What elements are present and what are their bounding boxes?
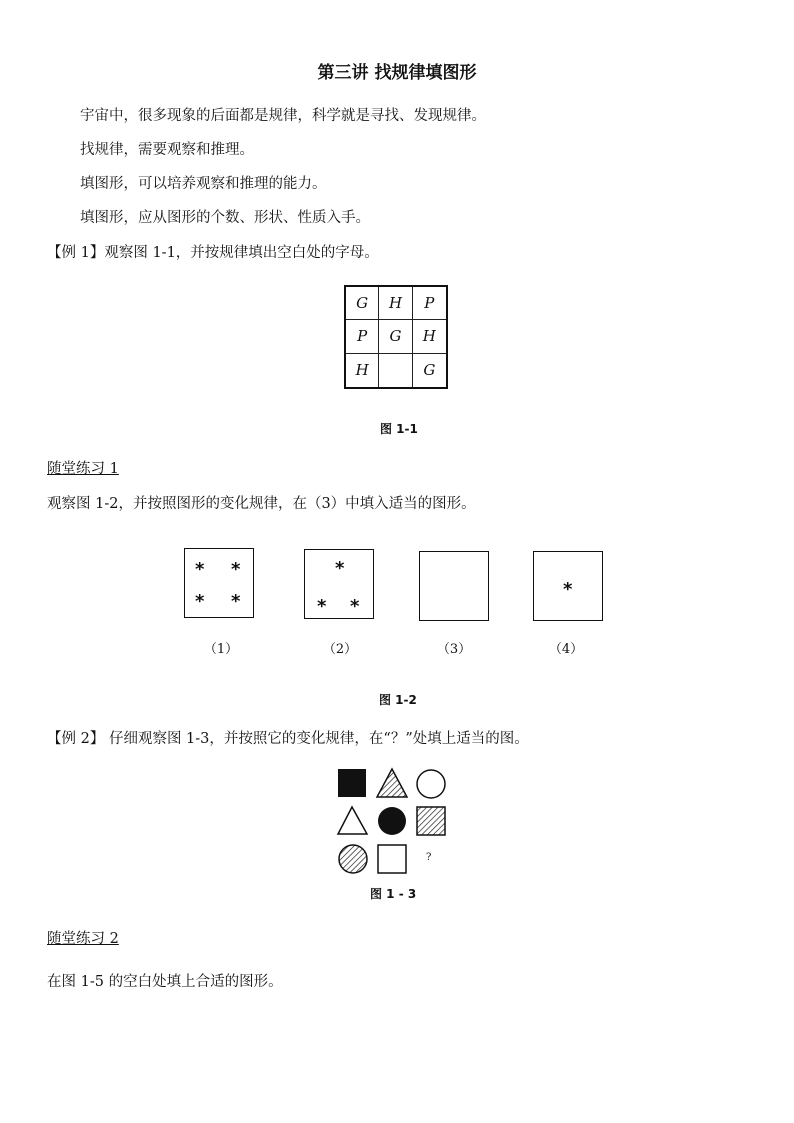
box-label-4: （4）	[548, 642, 584, 657]
box-label-3: （3）	[436, 642, 472, 657]
grid-cell-blank	[379, 354, 412, 387]
star-icon: *	[195, 591, 205, 612]
box-label-1: （1）	[203, 642, 239, 657]
hatched-circle	[339, 845, 367, 873]
grid-cell: G	[423, 361, 436, 380]
star-icon: *	[563, 579, 573, 600]
shape-grid	[330, 762, 460, 882]
example2-text: 【例 2】 仔细观察图 1-3，并按照它的变化规律，在“？”处填上适当的图。	[47, 731, 529, 747]
figure-1-1-caption: 图 1-1	[380, 422, 418, 436]
grid-cell: H	[379, 287, 412, 320]
intro-line-1: 宇宙中，很多现象的后面都是规律，科学就是寻找、发现规律。	[80, 108, 486, 124]
practice2-heading: 随堂练习 2	[47, 931, 119, 947]
box-1	[184, 548, 254, 618]
star-icon: *	[231, 591, 241, 612]
white-triangle	[338, 807, 367, 834]
intro-line-2: 找规律，需要观察和推理。	[80, 142, 254, 158]
black-circle	[378, 807, 406, 835]
white-square	[378, 845, 406, 873]
box-2	[304, 549, 374, 619]
practice1-text: 观察图 1-2，并按照图形的变化规律，在（3）中填入适当的图形。	[47, 496, 476, 512]
grid-cell: G	[346, 287, 379, 320]
figure-1-3-caption: 图 1 - 3	[370, 887, 417, 901]
star-icon: *	[335, 558, 345, 579]
star-icon: *	[231, 559, 241, 580]
hatched-square	[417, 807, 445, 835]
box-label-2: （2）	[322, 642, 358, 657]
intro-line-3: 填图形，可以培养观察和推理的能力。	[80, 176, 327, 192]
grid-cell: G	[379, 320, 412, 353]
black-square	[338, 769, 366, 797]
hatched-triangle	[377, 769, 407, 797]
star-icon: *	[350, 596, 360, 617]
practice1-heading: 随堂练习 1	[47, 461, 119, 477]
practice2-text: 在图 1-5 的空白处填上合适的图形。	[47, 974, 283, 990]
white-circle	[417, 770, 445, 798]
question-mark: ?	[426, 852, 432, 863]
grid-cell: H	[346, 354, 379, 387]
grid-cell: P	[346, 320, 379, 353]
box-4	[533, 551, 603, 621]
example1-text: 【例 1】观察图 1-1，并按规律填出空白处的字母。	[47, 245, 379, 261]
star-icon: *	[195, 559, 205, 580]
intro-line-4: 填图形，应从图形的个数、形状、性质入手。	[80, 210, 370, 226]
figure-1-2-caption: 图 1-2	[379, 693, 417, 707]
box-3-blank	[419, 551, 489, 621]
star-icon: *	[317, 596, 327, 617]
grid-cell: P	[413, 287, 446, 320]
page-title: 第三讲 找规律填图形	[317, 63, 477, 83]
grid-cell: H	[413, 320, 446, 353]
letter-grid	[344, 285, 448, 389]
